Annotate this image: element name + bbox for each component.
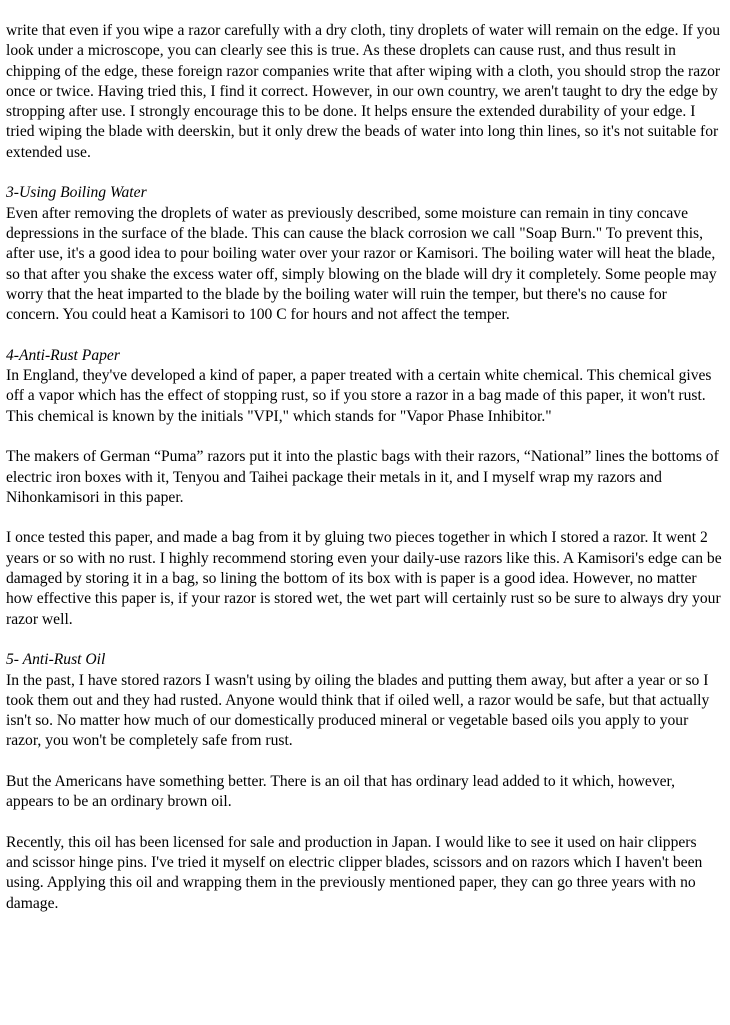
paragraph-text: In the past, I have stored razors I wasn't using by oiling the blades and putting them away, but after a year or so I took them out and they had rusted. Anyone would think that if oiled well, a razor would be safe, but that actually isn't so. No matter how much of our domestically produced mineral or vegetable based oils you apply to your razor, you won't be completely safe from rust. — [6, 671, 710, 750]
paragraph-text: In England, they've developed a kind of paper, a paper treated with a certain white chemical. This chemical gives off a vapor which has the effect of stopping rust, so if you store a razor in a bag made of this paper, it won't rust. This chemical is known by the initials "VPI," which stands for "Vapor Phase Inhibitor." — [6, 367, 712, 425]
paragraph-licensed-oil — [6, 833, 722, 914]
section-anti-rust-oil — [6, 650, 722, 751]
section-heading: 5- Anti-Rust Oil — [6, 651, 106, 669]
section-anti-rust-paper — [6, 346, 722, 427]
paragraph-american-oil — [6, 772, 722, 813]
paragraph-text: I once tested this paper, and made a bag from it by gluing two pieces together in which I stored a razor. It went 2 years or so with no rust. I highly recommend storing even your daily-use razors like this. A Kamisori's edge can be damaged by storing it in a bag, so lining the bottom of its box with is paper is a good idea. However, no matter how effective this paper is, if your razor is stored wet, the wet part will certainly rust so be sure to always dry your razor well. — [6, 529, 722, 628]
section-heading: 4-Anti-Rust Paper — [6, 346, 120, 364]
paragraph-intro — [6, 21, 722, 163]
paragraph-text: Recently, this oil has been licensed for sale and production in Japan. I would like to see it used on hair clippers and scissor hinge pins. I've tried it myself on electric clipper blades, scissors and on razors which I haven't been using. Applying this oil and wrapping them in the previously mentioned paper, they can go three years with no damage. — [6, 833, 703, 912]
paragraph-paper-test — [6, 528, 722, 629]
paragraph-text: write that even if you wipe a razor carefully with a dry cloth, tiny droplets of water will remain on the edge. If you look under a microscope, you can clearly see this is true. As these droplets can cause rust, and thus result in chipping of the edge, these foreign razor companies write that after wiping with a cloth, you should strop the razor once or twice. Having tried this, I find it correct. However, in our own country, we aren't taught to dry the edge by stropping after use. I strongly encourage this to be done. It helps ensure the extended durability of your edge. I tried wiping the blade with deerskin, but it only drew the beads of water into long thin lines, so it's not suitable for extended use. — [6, 22, 721, 161]
paragraph-text: But the Americans have something better. There is an oil that has ordinary lead added to it which, however, appears to be an ordinary brown oil. — [6, 772, 675, 811]
paragraph-text: The makers of German “Puma” razors put it into the plastic bags with their razors, “National” lines the bottoms of electric iron boxes with it, Tenyou and Taihei package their metals in it, and I myself wrap my razors and Nihonkamisori in this paper. — [6, 448, 719, 506]
document-page — [6, 21, 722, 934]
paragraph-text: Even after removing the droplets of water as previously described, some moisture can remain in tiny concave depressions in the surface of the blade. This can cause the black corrosion we call "Soap Burn." To prevent this, after use, it's a good idea to pour boiling water over your razor or Kamisori. The boiling water will heat the blade, so that after you shake the excess water off, simply blowing on the blade will dry it completely. Some people may worry that the heat imparted to the blade by the boiling water will ruin the temper, but there's no cause for concern. You could heat a Kamisori to 100 C for hours and not affect the temper. — [6, 204, 717, 324]
paragraph-puma-razors — [6, 447, 722, 508]
section-heading: 3-Using Boiling Water — [6, 184, 147, 202]
section-boiling-water — [6, 183, 722, 325]
